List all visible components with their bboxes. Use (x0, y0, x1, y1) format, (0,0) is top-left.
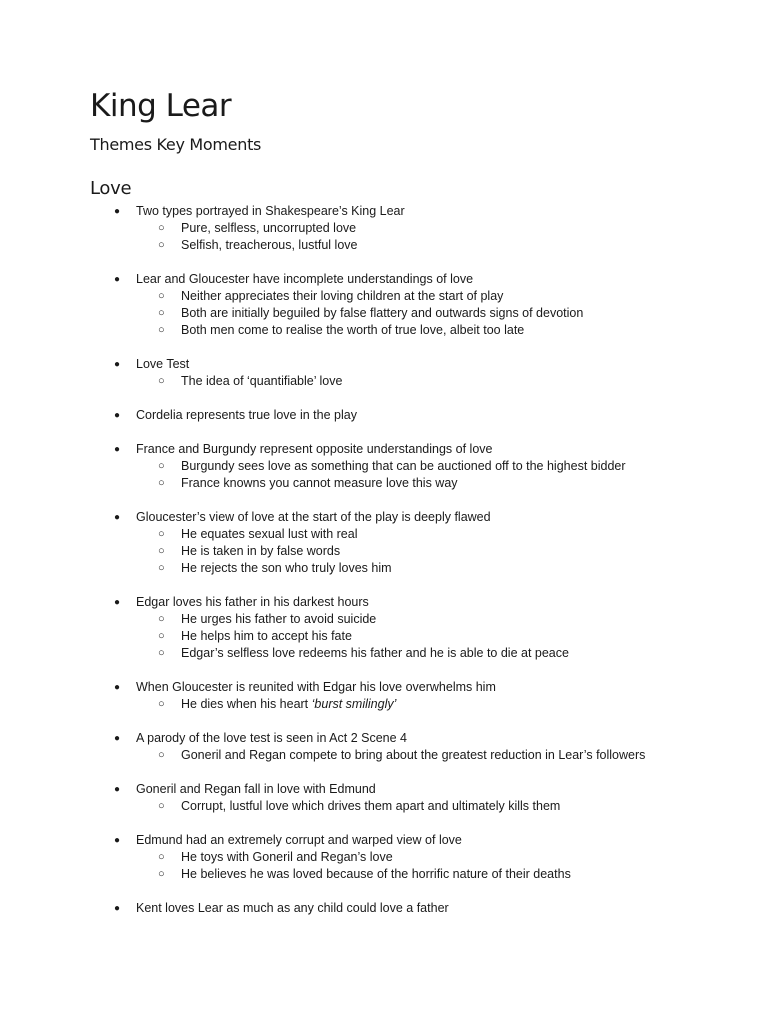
sub-bullet-text: He dies when his heart (181, 697, 312, 711)
circle-bullet-icon: ○ (158, 307, 165, 319)
circle-bullet-icon: ○ (158, 222, 165, 234)
circle-bullet-icon: ○ (158, 239, 165, 251)
sub-bullet-line (0, 611, 768, 628)
sub-list (0, 220, 768, 254)
circle-bullet-icon: ○ (158, 800, 165, 812)
bullet-icon: ● (114, 903, 121, 914)
sub-bullet-text: Burgundy sees love as something that can be auctioned off to the highest bidder (181, 459, 626, 473)
bullet-icon: ● (114, 784, 121, 795)
bullet-icon: ● (114, 444, 121, 455)
sub-bullet-line (0, 373, 768, 390)
sub-bullet-line (0, 322, 768, 339)
bullet-text: When Gloucester is reunited with Edgar his love overwhelms him (136, 680, 496, 694)
circle-bullet-icon: ○ (158, 477, 165, 489)
bullet-text: Lear and Gloucester have incomplete understandings of love (136, 272, 474, 286)
sub-list-item (0, 458, 768, 475)
sub-list-item (0, 628, 768, 645)
bullet-text: Love Test (136, 357, 190, 371)
sub-bullet-text: He toys with Goneril and Regan’s love (181, 850, 393, 864)
sub-list-item (0, 373, 768, 390)
circle-bullet-icon: ○ (158, 290, 165, 302)
bullet-text: Edmund had an extremely corrupt and warped view of love (136, 833, 462, 847)
sub-list-item (0, 543, 768, 560)
sub-bullet-line (0, 866, 768, 883)
bullet-icon: ● (114, 733, 121, 744)
list-item (0, 679, 768, 713)
sub-bullet-line (0, 645, 768, 662)
sub-list-item (0, 798, 768, 815)
sub-bullet-line (0, 220, 768, 237)
sub-bullet-line (0, 628, 768, 645)
bullet-text: Gloucester’s view of love at the start of the play is deeply flawed (136, 510, 491, 524)
sub-bullet-text: He believes he was loved because of the horrific nature of their deaths (181, 867, 571, 881)
sub-list-item (0, 696, 768, 713)
sub-bullet-text: Pure, selfless, uncorrupted love (181, 221, 357, 235)
sub-bullet-line (0, 560, 768, 577)
sub-bullet-text: Goneril and Regan compete to bring about the greatest reduction in Lear’s followers (181, 748, 646, 762)
sub-bullet-text: He is taken in by false words (181, 544, 341, 558)
bullet-icon: ● (114, 512, 121, 523)
circle-bullet-icon: ○ (158, 647, 165, 659)
sub-bullet-line (0, 288, 768, 305)
sub-list (0, 288, 768, 339)
sub-bullet-text: He rejects the son who truly loves him (181, 561, 392, 575)
circle-bullet-icon: ○ (158, 851, 165, 863)
circle-bullet-icon: ○ (158, 698, 165, 710)
bullet-line (0, 407, 768, 424)
sub-list-item (0, 237, 768, 254)
sub-bullet-text: The idea of ‘quantifiable’ love (181, 374, 343, 388)
sub-list-item (0, 526, 768, 543)
document-title: King Lear (90, 88, 232, 124)
circle-bullet-icon: ○ (158, 868, 165, 880)
sub-bullet-text: Edgar’s selfless love redeems his father and he is able to die at peace (181, 646, 569, 660)
bullet-text: A parody of the love test is seen in Act 2 Scene 4 (136, 731, 408, 745)
circle-bullet-icon: ○ (158, 528, 165, 540)
list-item (0, 730, 768, 764)
sub-list-item (0, 849, 768, 866)
circle-bullet-icon: ○ (158, 613, 165, 625)
list-item (0, 509, 768, 577)
sub-bullet-text: France knowns you cannot measure love this way (181, 476, 458, 490)
sub-bullet-text: He urges his father to avoid suicide (181, 612, 377, 626)
sub-bullet-text: He helps him to accept his fate (181, 629, 352, 643)
sub-bullet-line (0, 849, 768, 866)
bullet-text: France and Burgundy represent opposite understandings of love (136, 442, 493, 456)
sub-bullet-text: Corrupt, lustful love which drives them apart and ultimately kills them (181, 799, 561, 813)
list-item (0, 594, 768, 662)
sub-bullet-line (0, 747, 768, 764)
bullet-icon: ● (114, 682, 121, 693)
bullet-icon: ● (114, 206, 121, 217)
sub-list-item (0, 747, 768, 764)
bullet-line (0, 900, 768, 917)
bullet-icon: ● (114, 274, 121, 285)
list-item (0, 203, 768, 254)
bullet-line (0, 832, 768, 849)
sub-list-item (0, 288, 768, 305)
sub-list-item (0, 866, 768, 883)
sub-list (0, 798, 768, 815)
sub-list (0, 373, 768, 390)
bullet-line (0, 271, 768, 288)
circle-bullet-icon: ○ (158, 375, 165, 387)
circle-bullet-icon: ○ (158, 324, 165, 336)
document-subtitle: Themes Key Moments (90, 135, 262, 154)
sub-bullet-text: Selfish, treacherous, lustful love (181, 238, 358, 252)
bullet-line (0, 203, 768, 220)
sub-list-item (0, 322, 768, 339)
bullet-icon: ● (114, 835, 121, 846)
list-item (0, 407, 768, 424)
list-item (0, 441, 768, 492)
sub-bullet-line (0, 696, 768, 713)
list-item (0, 271, 768, 339)
circle-bullet-icon: ○ (158, 545, 165, 557)
sub-list (0, 696, 768, 713)
bullet-list (0, 203, 768, 934)
sub-bullet-line (0, 305, 768, 322)
bullet-line (0, 356, 768, 373)
sub-list (0, 526, 768, 577)
sub-bullet-line (0, 798, 768, 815)
sub-list-item (0, 560, 768, 577)
bullet-text: Two types portrayed in Shakespeare’s King Lear (136, 204, 405, 218)
bullet-line (0, 509, 768, 526)
list-item (0, 900, 768, 917)
section-heading: Love (90, 178, 132, 199)
sub-list (0, 611, 768, 662)
list-item (0, 781, 768, 815)
sub-bullet-text: Both men come to realise the worth of true love, albeit too late (181, 323, 525, 337)
quote-text: ‘burst smilingly’ (311, 697, 397, 711)
sub-bullet-line (0, 543, 768, 560)
sub-list (0, 458, 768, 492)
circle-bullet-icon: ○ (158, 749, 165, 761)
bullet-line (0, 594, 768, 611)
bullet-icon: ● (114, 359, 121, 370)
bullet-text: Goneril and Regan fall in love with Edmund (136, 782, 376, 796)
bullet-line (0, 441, 768, 458)
sub-list-item (0, 645, 768, 662)
bullet-line (0, 679, 768, 696)
sub-list (0, 849, 768, 883)
sub-bullet-text: Both are initially beguiled by false flattery and outwards signs of devotion (181, 306, 584, 320)
sub-bullet-line (0, 526, 768, 543)
bullet-text: Edgar loves his father in his darkest hours (136, 595, 369, 609)
bullet-icon: ● (114, 597, 121, 608)
sub-bullet-line (0, 237, 768, 254)
circle-bullet-icon: ○ (158, 460, 165, 472)
sub-list-item (0, 611, 768, 628)
sub-bullet-line (0, 475, 768, 492)
list-item (0, 832, 768, 883)
sub-list-item (0, 220, 768, 237)
sub-bullet-text: He equates sexual lust with real (181, 527, 358, 541)
list-item (0, 356, 768, 390)
sub-list (0, 747, 768, 764)
bullet-icon: ● (114, 410, 121, 421)
sub-list-item (0, 305, 768, 322)
circle-bullet-icon: ○ (158, 630, 165, 642)
sub-bullet-line (0, 458, 768, 475)
bullet-text: Cordelia represents true love in the play (136, 408, 357, 422)
bullet-text: Kent loves Lear as much as any child could love a father (136, 901, 449, 915)
sub-list-item (0, 475, 768, 492)
circle-bullet-icon: ○ (158, 562, 165, 574)
bullet-line (0, 781, 768, 798)
bullet-line (0, 730, 768, 747)
sub-bullet-text: Neither appreciates their loving children at the start of play (181, 289, 504, 303)
